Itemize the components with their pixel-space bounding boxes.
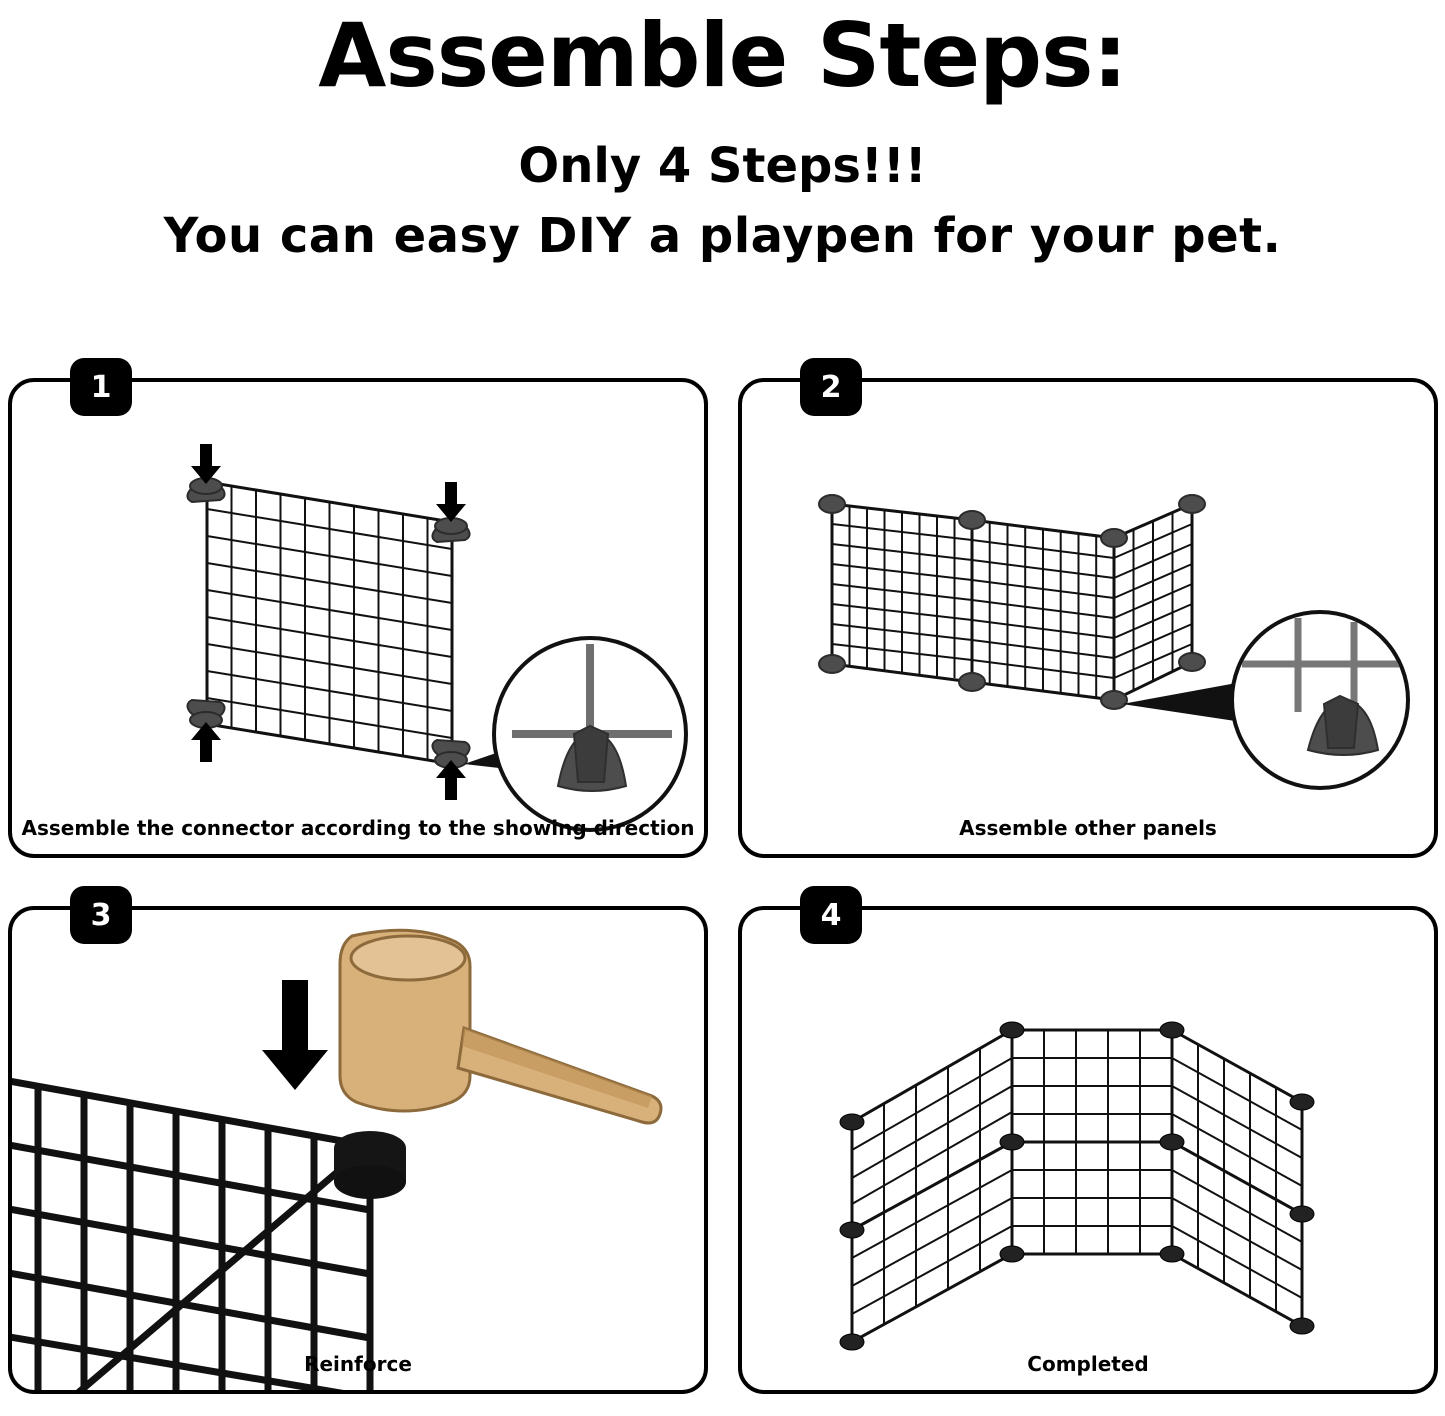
- step-1-illustration: [12, 382, 704, 854]
- subtitle-line-2: You can easy DIY a playpen for your pet.: [163, 208, 1282, 264]
- step-4-caption: Completed: [1027, 1352, 1149, 1376]
- page-title: Assemble Steps:: [318, 4, 1127, 107]
- down-arrow: [262, 980, 328, 1090]
- subtitle-line-1: Only 4 Steps!!!: [518, 138, 927, 194]
- step-card-2: [738, 369, 1438, 858]
- step-3-caption: Reinforce: [304, 1352, 412, 1376]
- step-2-illustration: [742, 382, 1434, 854]
- step-4-illustration: [742, 910, 1434, 1390]
- step-card-3: [8, 897, 708, 1394]
- step-3-illustration: [12, 910, 704, 1390]
- step-number-badge: 4: [800, 886, 862, 944]
- step-number-badge: 1: [70, 358, 132, 416]
- steps-grid: [8, 369, 1438, 1394]
- mallet: [340, 930, 661, 1123]
- step-2-caption: Assemble other panels: [959, 816, 1217, 840]
- step-number-badge: 2: [800, 358, 862, 416]
- step-1-caption: Assemble the connector according to the showing direction: [21, 816, 695, 840]
- step-card-1: [8, 369, 708, 858]
- step-number-badge: 3: [70, 886, 132, 944]
- step-card-4: [738, 897, 1438, 1394]
- header: [0, 0, 1445, 264]
